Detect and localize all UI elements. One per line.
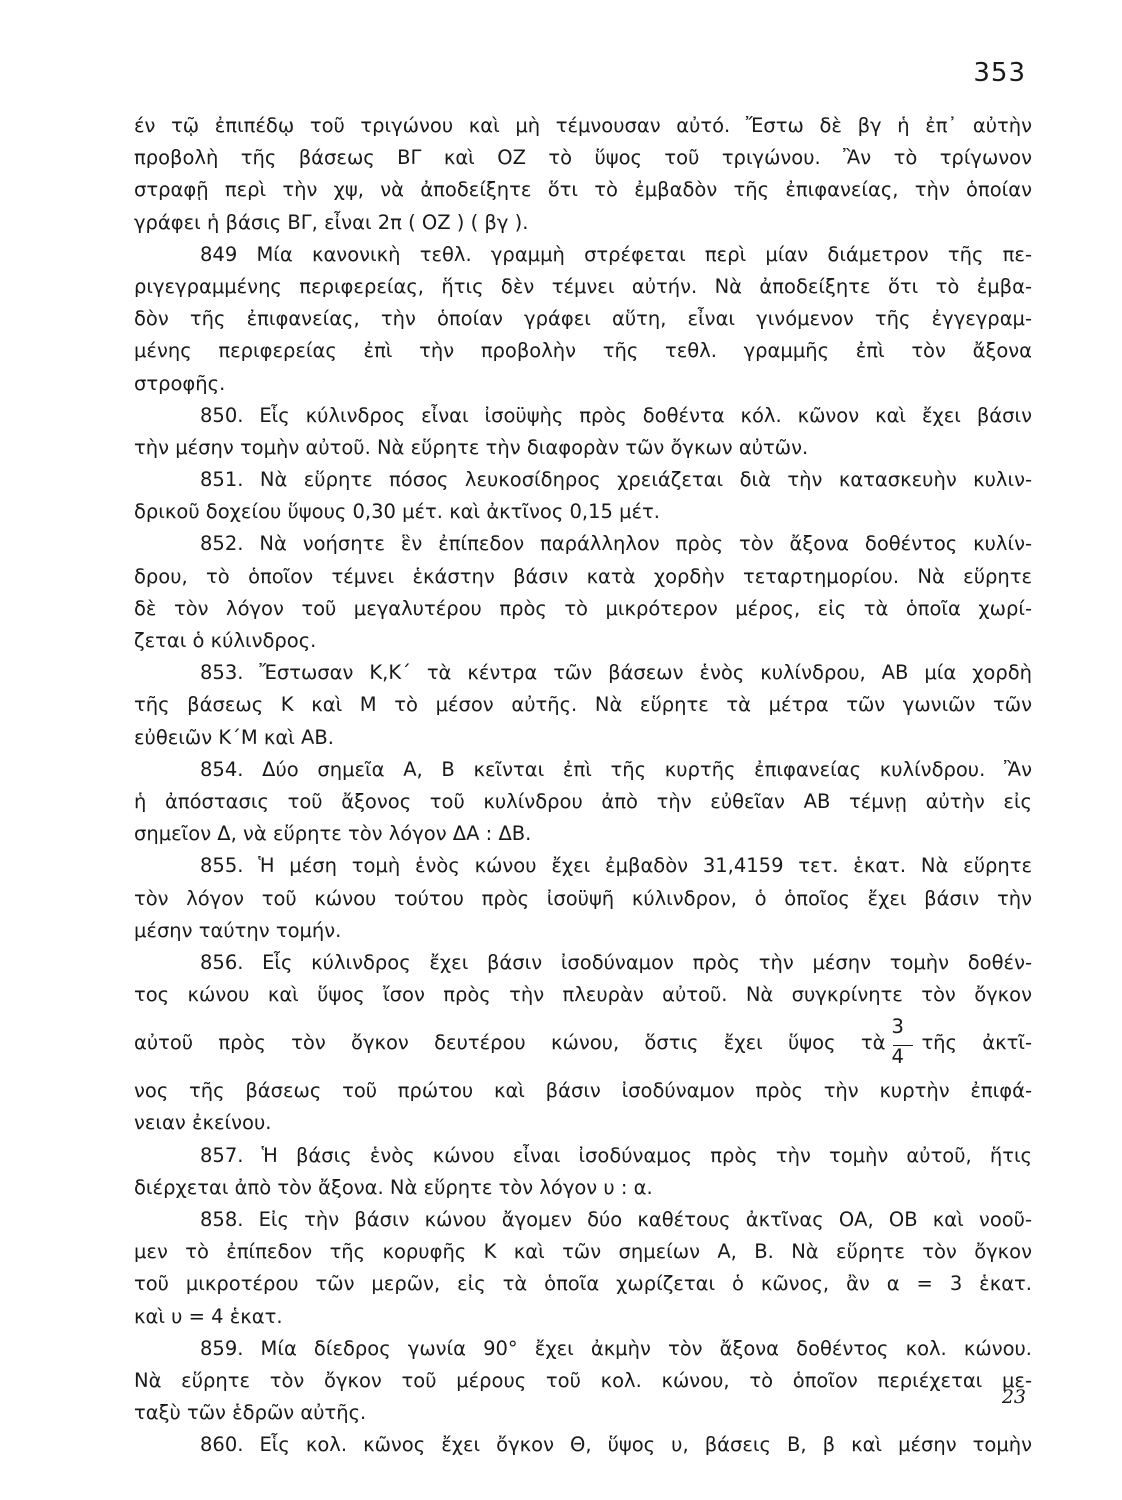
fraction-denominator: 4: [891, 1044, 904, 1068]
exercise-850: 850. Εἷς κύλινδρος εἶναι ἰσοϋψὴς πρὸς δοθέντα κόλ. κῶνον καὶ ἔχει βάσιν: [200, 403, 1032, 427]
text-line: ταξὺ τῶν ἑδρῶν αὐτῆς.: [134, 1401, 367, 1425]
fraction-line: [134, 1011, 1032, 1075]
page-body: [134, 110, 1032, 1462]
exercise-857: 857. Ἡ βάσις ἑνὸς κώνου εἶναι ἰσοδύναμος πρὸς τὴν τομὴν αὐτοῦ, ἥτις: [200, 1143, 1032, 1167]
text-line: δρου, τὸ ὁποῖον τέμνει ἑκάστην βάσιν κατὰ χορδὴν τεταρτημορίου. Νὰ εὕρητε: [134, 564, 1032, 588]
exercise-856: 856. Εἷς κύλινδρος ἔχει βάσιν ἰσοδύναμον πρὸς τὴν μέσην τομὴν δοθέν-: [200, 950, 1032, 974]
text-line: τῆς βάσεως Κ καὶ Μ τὸ μέσον αὐτῆς. Νὰ εὕρητε τὰ μέτρα τῶν γωνιῶν τῶν: [134, 693, 1032, 717]
text-line: νειαν ἐκείνου.: [134, 1111, 272, 1135]
exercise-858: 858. Εἰς τὴν βάσιν κώνου ἄγομεν δύο καθέτους ἀκτῖνας ΟΑ, ΟΒ καὶ νοοῦ-: [200, 1208, 1032, 1231]
text-line: τὴν μέσην τομὴν αὐτοῦ. Νὰ εὕρητε τὴν διαφορὰν τῶν ὄγκων αὐτῶν.: [134, 435, 809, 459]
exercise-851: 851. Νὰ εὕρητε πόσος λευκοσίδηρος χρειάζεται διὰ τὴν κατασκευὴν κυλιν-: [200, 468, 1032, 492]
text-line: έν τῷ ἐπιπέδῳ τοῦ τριγώνου καὶ μὴ τέμνουσαν αὐτό. Ἔστω δὲ βγ ἡ ἐπ᾽ αὐτὴν: [134, 114, 1032, 137]
page-number: 353: [973, 58, 1026, 88]
text-line: γράφει ἡ βάσις ΒΓ, εἶναι 2π ( ΟΖ ) ( βγ ).: [134, 210, 529, 234]
text-line: εὐθειῶν Κ΄Μ καὶ ΑΒ.: [134, 725, 334, 749]
exercise-854: 854. Δύο σημεῖα Α, Β κεῖνται ἐπὶ τῆς κυρτῆς ἐπιφανείας κυλίνδρου. Ἂν: [200, 757, 1032, 781]
exercise-855: 855. Ἡ μέση τομὴ ἑνὸς κώνου ἔχει ἐμβαδὸν 31,4159 τετ. ἑκατ. Νὰ εὕρητε: [200, 854, 1032, 878]
text-line: μεν τὸ ἐπίπεδον τῆς κορυφῆς Κ καὶ τῶν σημείων Α, Β. Νὰ εὕρητε τὸν ὄγκον: [134, 1240, 1032, 1264]
text-line: προβολὴ τῆς βάσεως ΒΓ καὶ ΟΖ τὸ ὕψος τοῦ τριγώνου. Ἂν τὸ τρίγωνον: [134, 146, 1032, 170]
signature-mark: 23: [1001, 1386, 1026, 1408]
text-line: τος κώνου καὶ ὕψος ἴσον πρὸς τὴν πλευρὰν αὐτοῦ. Νὰ συγκρίνητε τὸν ὄγκον: [134, 983, 1032, 1007]
text-line: δὲ τὸν λόγον τοῦ μεγαλυτέρου πρὸς τὸ μικρότερον μέρος, εἰς τὰ ὁποῖα χωρί-: [134, 596, 1032, 620]
fraction-line-after: τῆς ἀκτῖ-: [921, 1031, 1032, 1055]
text-line: σημεῖον Δ, νὰ εὕρητε τὸν λόγον ΔΑ : ΔΒ.: [134, 822, 532, 846]
text-line: τὸν λόγον τοῦ κώνου τούτου πρὸς ἰσοϋψῆ κύλινδρον, ὁ ὁποῖος ἔχει βάσιν τὴν: [134, 886, 1032, 910]
fraction: [891, 1014, 915, 1069]
text-line: καὶ υ = 4 ἑκατ.: [134, 1304, 283, 1328]
fraction-line-before: αὐτοῦ πρὸς τὸν ὄγκον δευτέρου κώνου, ὅστις ἔχει ὕψος τὰ: [134, 1031, 886, 1055]
exercise-853: 853. Ἔστωσαν Κ,Κ΄ τὰ κέντρα τῶν βάσεων ἑνὸς κυλίνδρου, ΑΒ μία χορδὴ: [200, 661, 1032, 685]
text-line: δρικοῦ δοχείου ὕψους 0,30 μέτ. καὶ ἀκτῖνος 0,15 μέτ.: [134, 500, 660, 524]
text-line: νος τῆς βάσεως τοῦ πρώτου καὶ βάσιν ἰσοδύναμον πρὸς τὴν κυρτὴν ἐπιφά-: [134, 1079, 1032, 1103]
exercise-852: 852. Νὰ νοήσητε ἓν ἐπίπεδον παράλληλον πρὸς τὸν ἄξονα δοθέντος κυλίν-: [200, 532, 1032, 556]
fraction-numerator: 3: [891, 1014, 904, 1038]
text-line: Νὰ εὕρητε τὸν ὄγκον τοῦ μέρους τοῦ κολ. κώνου, τὸ ὁποῖον περιέχεται με-: [134, 1368, 1032, 1392]
text-line: ἡ ἀπόστασις τοῦ ἄξονος τοῦ κυλίνδρου ἀπὸ τὴν εὐθεῖαν ΑΒ τέμνῃ αὐτὴν εἰς: [134, 789, 1032, 813]
text-line: ζεται ὁ κύλινδρος.: [134, 629, 317, 652]
text-line: στροφῆς.: [134, 371, 226, 395]
exercise-849: 849 Μία κανονικὴ τεθλ. γραμμὴ στρέφεται περὶ μίαν διάμετρον τῆς πε-: [200, 242, 1032, 266]
text-line: στραφῇ περὶ τὴν χψ, νὰ ἀποδείξητε ὅτι τὸ ἐμβαδὸν τῆς ἐπιφανείας, τὴν ὁποίαν: [134, 178, 1032, 202]
text-line: μέσην ταύτην τομήν.: [134, 918, 342, 942]
exercise-859: 859. Μία δίεδρος γωνία 90° ἔχει ἀκμὴν τὸν ἄξονα δοθέντος κολ. κώνου.: [200, 1336, 1032, 1360]
text-line: ριγεγραμμένης περιφερείας, ἥτις δὲν τέμνει αὐτήν. Νὰ ἀποδείξητε ὅτι τὸ ἐμβα-: [134, 274, 1032, 298]
exercise-860: 860. Εἷς κολ. κῶνος ἔχει ὄγκον Θ, ὕψος υ, βάσεις Β, β καὶ μέσην τομὴν: [200, 1433, 1032, 1457]
text-line: διέρχεται ἀπὸ τὸν ἄξονα. Νὰ εὕρητε τὸν λόγον υ : α.: [134, 1175, 653, 1199]
text-line: μένης περιφερείας ἐπὶ τὴν προβολὴν τῆς τεθλ. γραμμῆς ἐπὶ τὸν ἄξονα: [134, 339, 1032, 363]
text-line: δὸν τῆς ἐπιφανείας, τὴν ὁποίαν γράφει αὕτη, εἶναι γινόμενον τῆς ἐγγεγραμ-: [134, 307, 1032, 331]
text-line: τοῦ μικροτέρου τῶν μερῶν, εἰς τὰ ὁποῖα χωρίζεται ὁ κῶνος, ἂν α = 3 ἑκατ.: [134, 1272, 1032, 1296]
